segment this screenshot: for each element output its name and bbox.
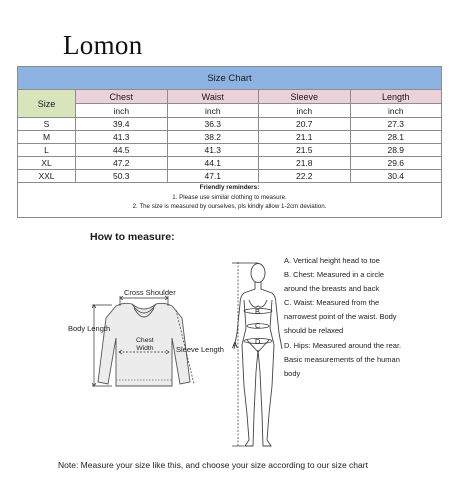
value-cell: 44.1 [167, 157, 259, 170]
value-cell: 21.8 [259, 157, 351, 170]
chest-width-label: Chest Width [136, 337, 154, 352]
column-header-waist: Waist [167, 90, 259, 104]
how-to-measure-heading: How to measure: [90, 231, 175, 243]
footer-note: Note: Measure your size like this, and choose your size according to our size chart [58, 460, 368, 470]
body-measure-lines [232, 262, 272, 446]
value-cell: 22.2 [259, 170, 351, 183]
unit-cell: inch [259, 104, 351, 118]
body-length-label: Body Length [68, 324, 111, 333]
value-cell: 38.2 [167, 131, 259, 144]
reminders-title: Friendly reminders: [199, 184, 260, 191]
value-cell: 30.4 [350, 170, 442, 183]
description-b: B. Chest: Measured in a circle around the breasts and back [284, 270, 385, 294]
description-a: A. Vertical height head to toe [284, 256, 380, 265]
value-cell: 21.5 [259, 144, 351, 157]
reminder-item: 2. The size is measured by ourselves, pls kindly allow 1-2cm deviation. [132, 203, 327, 210]
body-figure [234, 264, 282, 447]
value-cell: 27.3 [350, 118, 442, 131]
value-cell: 50.3 [76, 170, 168, 183]
value-cell: 21.1 [259, 131, 351, 144]
brand-logo: Lomon [63, 30, 143, 60]
description-d: D. Hips: Measured around the rear. Basic measurements of the human body [284, 340, 402, 378]
value-cell: 47.2 [76, 157, 168, 170]
body-letter-d: D [255, 337, 261, 346]
value-cell: 29.6 [350, 157, 442, 170]
body-letter-b: B [255, 307, 261, 316]
value-cell: 28.1 [350, 131, 442, 144]
value-cell: 36.3 [167, 118, 259, 131]
body-letter-c: C [255, 321, 261, 330]
size-cell: XL [18, 157, 76, 170]
unit-cell: inch [167, 104, 259, 118]
size-cell: S [18, 118, 76, 131]
value-cell: 20.7 [259, 118, 351, 131]
value-cell: 28.9 [350, 144, 442, 157]
column-header-sleeve: Sleeve [259, 90, 351, 104]
value-cell: 41.3 [76, 131, 168, 144]
size-chart-title: Size Chart [18, 67, 442, 90]
column-header-chest: Chest [76, 90, 168, 104]
measurement-descriptions [284, 254, 404, 381]
size-column-header: Size [18, 90, 76, 118]
size-cell: XXL [18, 170, 76, 183]
value-cell: 47.1 [167, 170, 259, 183]
cross-shoulder-label: Cross Shoulder [124, 288, 176, 297]
value-cell: 41.3 [167, 144, 259, 157]
reminder-item: 1. Please use similar clothing to measure. [172, 193, 287, 201]
size-cell: L [18, 144, 76, 157]
unit-cell: inch [76, 104, 168, 118]
column-header-length: Length [350, 90, 442, 104]
size-cell: M [18, 131, 76, 144]
value-cell: 39.4 [76, 118, 168, 131]
body-letter-a: A [232, 340, 238, 350]
description-c: C. Waist: Measured from the narrowest point of the waist. Body should be relaxed [284, 298, 397, 336]
unit-cell: inch [350, 104, 442, 118]
value-cell: 44.5 [76, 144, 168, 157]
sleeve-length-label: Sleeve Length [176, 345, 224, 354]
